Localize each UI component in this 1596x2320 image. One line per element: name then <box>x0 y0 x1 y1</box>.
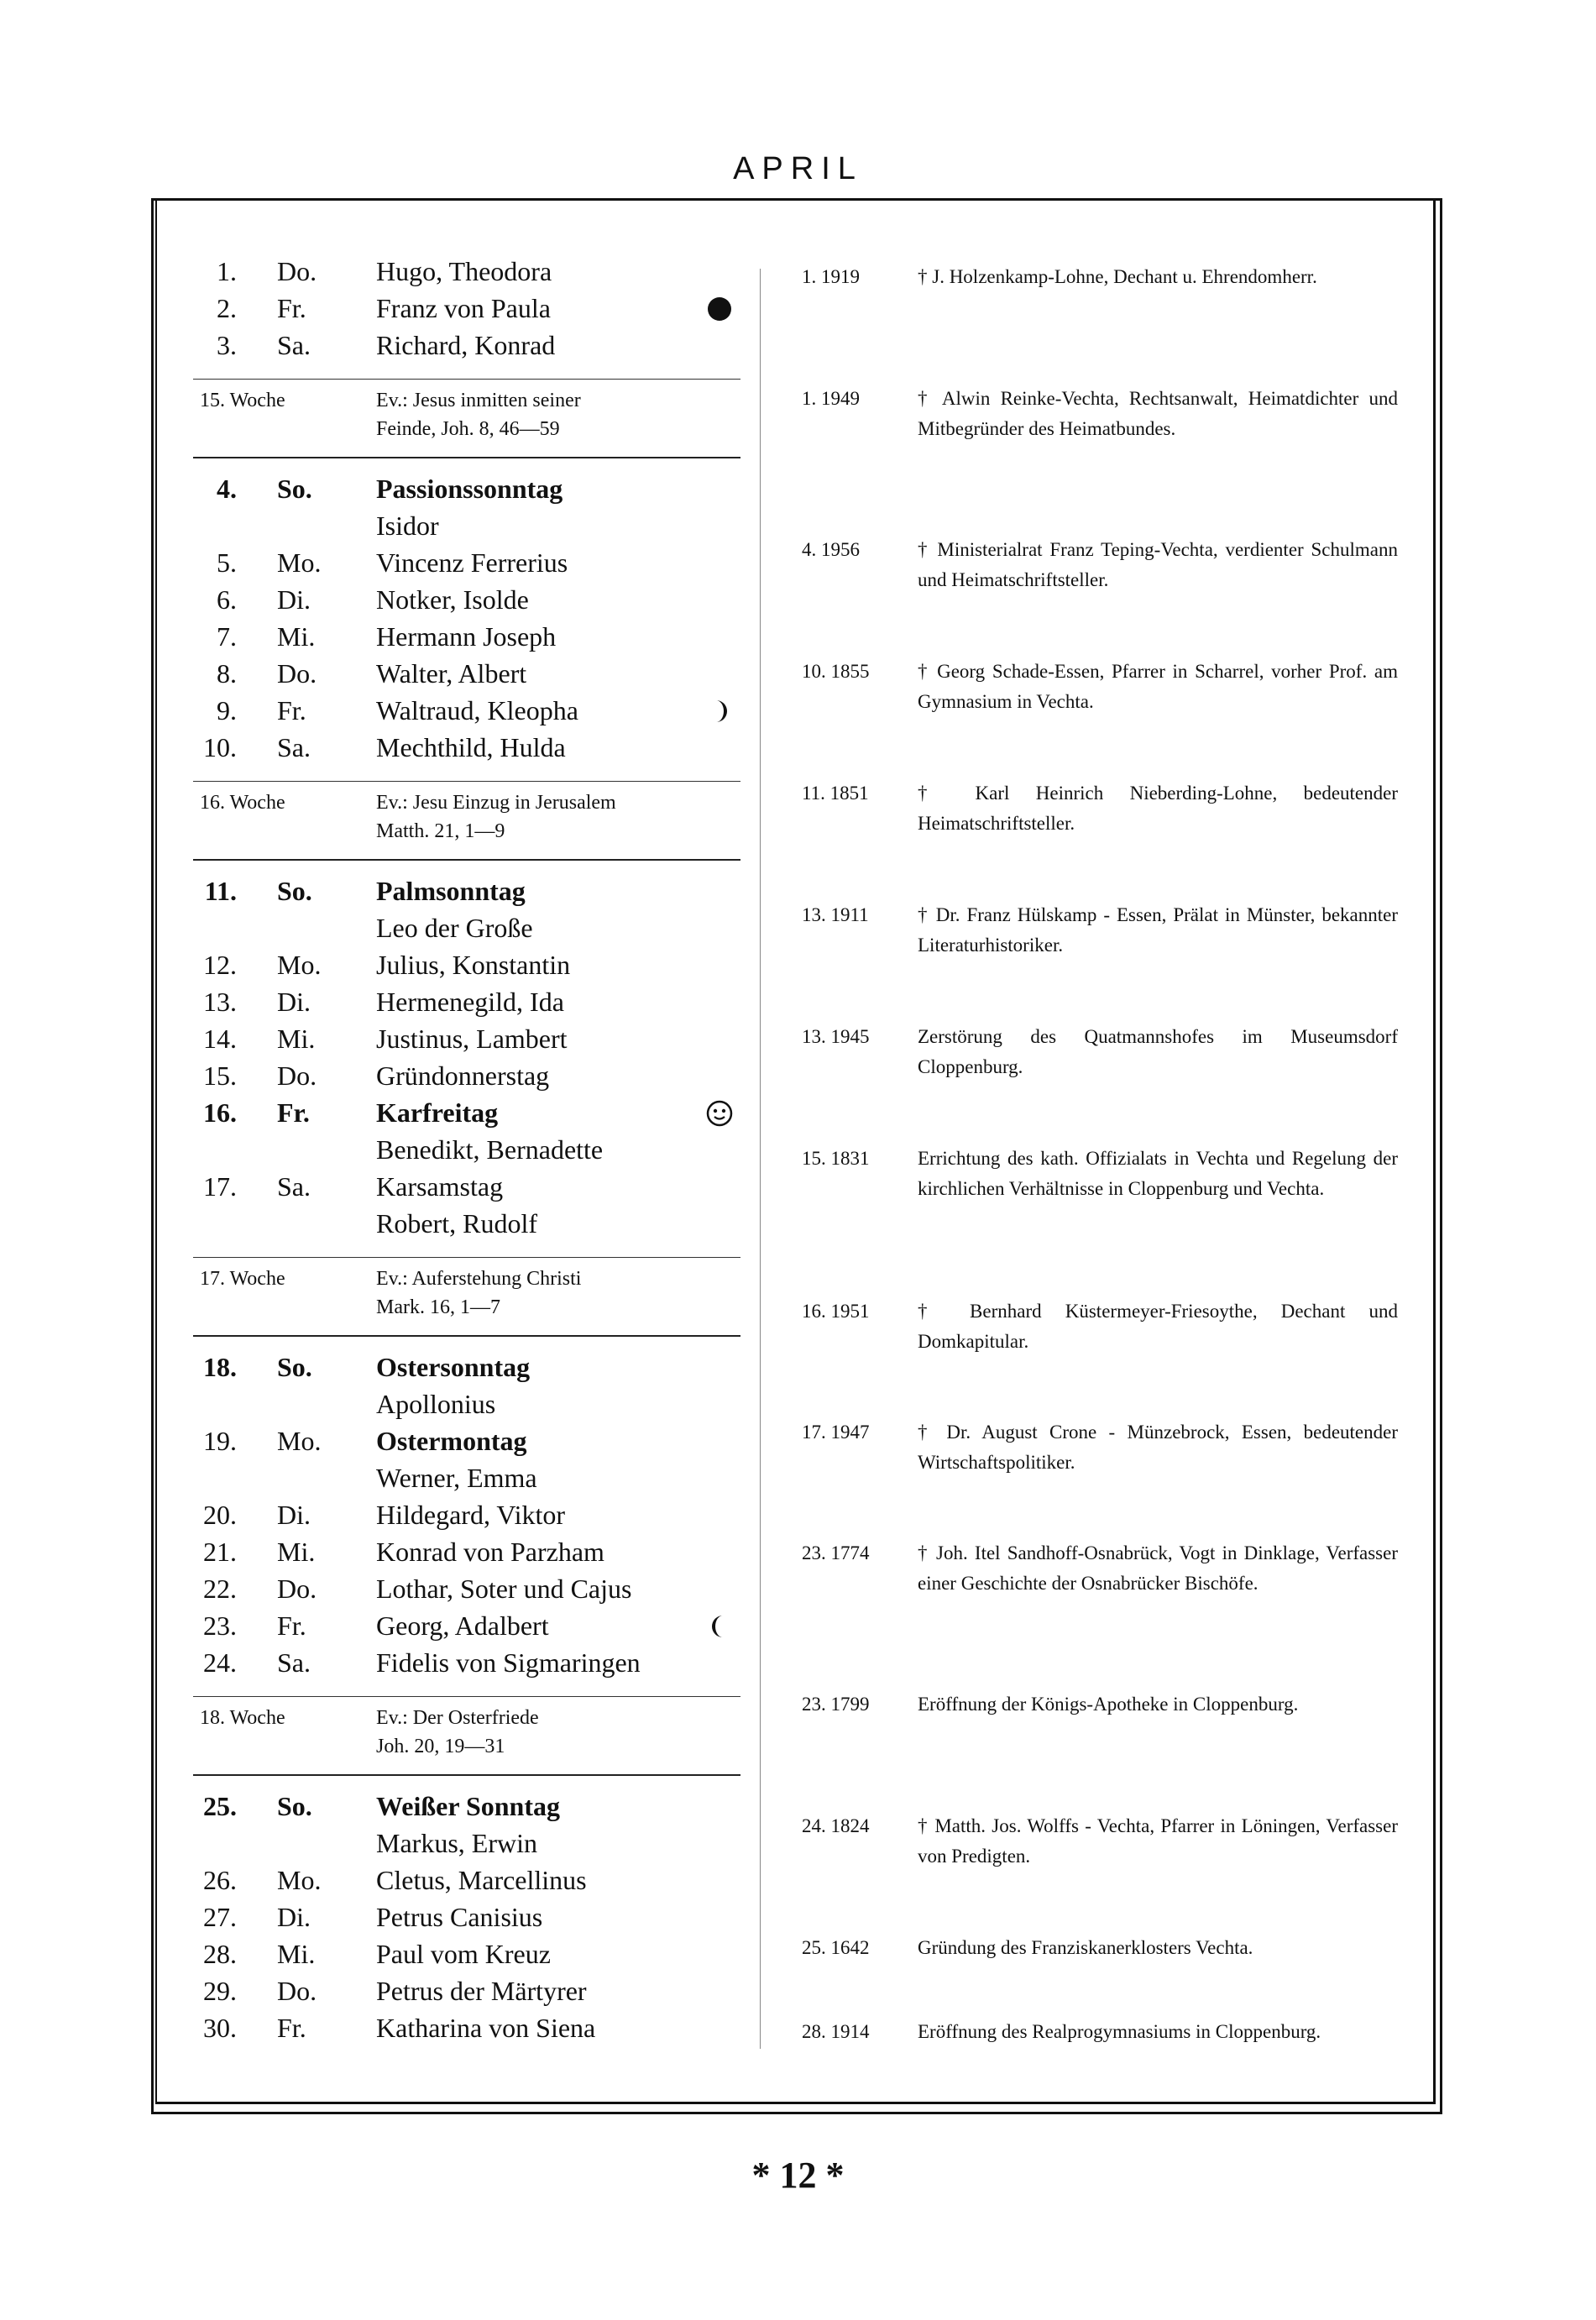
weekday: Mi. <box>277 1024 316 1054</box>
day-number: 29. <box>203 1976 237 2006</box>
calendar-day-row <box>193 1024 740 1060</box>
entry-text: † J. Holzenkamp-Lohne, Dechant u. Ehrendomherr. <box>918 266 1317 287</box>
saint-names: Gründonnerstag <box>376 1060 550 1091</box>
weekday: Di. <box>277 1902 311 1932</box>
saint-names: Hermann Joseph <box>376 621 557 652</box>
week-number: 18. Woche <box>200 1707 285 1729</box>
gospel-reading: Ev.: Jesus inmitten seiner <box>376 390 581 411</box>
saint-names: Petrus der Märtyrer <box>376 1976 587 2006</box>
calendar-day-row <box>193 1426 740 1463</box>
day-number: 11. <box>204 876 237 906</box>
weekday: Sa. <box>277 732 311 762</box>
calendar-day-row <box>193 2013 740 2050</box>
calendar-day-row <box>193 547 740 584</box>
day-number: 23. <box>203 1610 237 1641</box>
weekday: Sa. <box>277 1171 311 1202</box>
entry-text: † Dr. Franz Hülskamp - Essen, Prälat in Münster, bekannter Literaturhistoriker. <box>918 904 1398 956</box>
entry-text: † Ministerialrat Franz Teping-Vechta, verdienter Schulmann und Heimatschriftsteller. <box>918 539 1398 590</box>
saint-names: Robert, Rudolf <box>376 1208 537 1239</box>
day-number: 5. <box>217 547 237 578</box>
saint-names: Apollonius <box>376 1389 496 1419</box>
saint-names: Fidelis von Sigmaringen <box>376 1647 641 1678</box>
entry-date: 4. 1956 <box>802 539 860 560</box>
saint-names: Hermenegild, Ida <box>376 987 564 1017</box>
gospel-reference: Matth. 21, 1—9 <box>376 820 505 842</box>
calendar-day-row <box>193 330 740 367</box>
entry-date: 1. 1949 <box>802 388 860 409</box>
saint-names: Notker, Isolde <box>376 584 529 615</box>
weekday: So. <box>277 474 312 504</box>
gospel-reference: Mark. 16, 1—7 <box>376 1296 500 1318</box>
entry-text: Eröffnung des Realprogymnasiums in Cloppenburg. <box>918 2021 1321 2042</box>
weekday: Di. <box>277 584 311 615</box>
page-title: APRIL <box>733 151 863 186</box>
day-number: 27. <box>203 1902 237 1932</box>
saint-names: Franz von Paula <box>376 293 551 323</box>
history-entry <box>802 900 1398 961</box>
calendar-day-row <box>193 1791 740 1828</box>
saint-names: Isidor <box>376 511 439 541</box>
calendar-day-row <box>193 621 740 658</box>
full-moon-icon <box>705 1099 734 1128</box>
day-number: 19. <box>203 1426 237 1456</box>
day-number: 1. <box>217 256 237 286</box>
page-number: * 12 * <box>751 2155 845 2196</box>
saint-names: Georg, Adalbert <box>376 1610 549 1641</box>
calendar-day-row <box>193 584 740 621</box>
calendar-day-row <box>193 1171 740 1208</box>
entry-text: † Alwin Reinke-Vechta, Rechtsanwalt, Heimatdichter und Mitbegründer des Heimatbundes. <box>918 388 1398 439</box>
entry-date: 10. 1855 <box>802 661 870 682</box>
weekday: Mo. <box>277 950 322 980</box>
history-entry <box>802 384 1398 444</box>
day-number: 20. <box>203 1500 237 1530</box>
weekday: So. <box>277 1791 312 1821</box>
day-number: 22. <box>203 1574 237 1604</box>
day-number: 30. <box>203 2013 237 2043</box>
calendar-day-row <box>193 1463 740 1500</box>
weekday: Fr. <box>277 1610 306 1641</box>
day-number: 28. <box>203 1939 237 1969</box>
saint-names: Katharina von Siena <box>376 2013 596 2043</box>
calendar-day-row <box>193 256 740 293</box>
week-header <box>193 1257 740 1337</box>
day-number: 26. <box>203 1865 237 1895</box>
entry-date: 17. 1947 <box>802 1422 870 1443</box>
day-number: 18. <box>203 1352 237 1382</box>
last-quarter-icon <box>705 1612 734 1641</box>
calendar-day-row <box>193 1537 740 1574</box>
day-number: 12. <box>203 950 237 980</box>
day-number: 25. <box>203 1791 237 1821</box>
saint-names: Karsamstag <box>376 1171 504 1202</box>
gospel-reading: Ev.: Der Osterfriede <box>376 1707 539 1729</box>
entry-date: 1. 1919 <box>802 266 860 287</box>
weekday: Fr. <box>277 2013 306 2043</box>
history-entry <box>802 1689 1398 1720</box>
saint-names: Lothar, Soter und Cajus <box>376 1574 632 1604</box>
entry-text: † Karl Heinrich Nieberding-Lohne, bedeutender Heimatschriftsteller. <box>918 783 1398 834</box>
calendar-day-row <box>193 1976 740 2013</box>
weekday: Do. <box>277 256 317 286</box>
calendar-day-row <box>193 658 740 695</box>
calendar-day-row <box>193 1610 740 1647</box>
calendar-day-row <box>193 913 740 950</box>
saint-names: Waltraud, Kleopha <box>376 695 578 725</box>
day-number: 15. <box>203 1060 237 1091</box>
saint-names: Leo der Große <box>376 913 533 943</box>
weekday: Di. <box>277 987 311 1017</box>
entry-date: 24. 1824 <box>802 1815 870 1836</box>
week-header <box>193 379 740 458</box>
first-quarter-icon <box>705 697 734 725</box>
day-number: 14. <box>203 1024 237 1054</box>
saint-names: Passionssonntag <box>376 474 563 504</box>
history-entry <box>802 2017 1398 2047</box>
day-number: 17. <box>203 1171 237 1202</box>
day-number: 21. <box>203 1537 237 1567</box>
calendar-day-row <box>193 695 740 732</box>
calendar-day-row <box>193 1352 740 1389</box>
saint-names: Julius, Konstantin <box>376 950 571 980</box>
weekday: Fr. <box>277 1097 310 1128</box>
calendar-day-row <box>193 1939 740 1976</box>
calendar-day-row <box>193 1574 740 1610</box>
calendar-day-row <box>193 511 740 547</box>
entry-date: 25. 1642 <box>802 1937 870 1958</box>
history-entry <box>802 1296 1398 1357</box>
weekday: Do. <box>277 658 317 689</box>
entry-text: † Joh. Itel Sandhoff-Osnabrück, Vogt in Dinklage, Verfasser einer Geschichte der Osnabrücker Bischöfe. <box>918 1542 1398 1594</box>
calendar-day-row <box>193 1060 740 1097</box>
entry-text: Eröffnung der Königs-Apotheke in Cloppenburg. <box>918 1694 1299 1715</box>
saint-names: Petrus Canisius <box>376 1902 543 1932</box>
weekday: So. <box>277 876 312 906</box>
week-number: 15. Woche <box>200 390 285 411</box>
history-entry <box>802 1144 1398 1204</box>
saint-names: Werner, Emma <box>376 1463 537 1493</box>
saint-names: Markus, Erwin <box>376 1828 537 1858</box>
calendar-day-row <box>193 1389 740 1426</box>
saint-names: Benedikt, Bernadette <box>376 1134 604 1165</box>
saint-names: Ostermontag <box>376 1426 527 1456</box>
gospel-reading: Ev.: Jesu Einzug in Jerusalem <box>376 792 616 814</box>
saint-names: Hildegard, Viktor <box>376 1500 565 1530</box>
gospel-reading: Ev.: Auferstehung Christi <box>376 1268 582 1290</box>
entry-text: † Matth. Jos. Wolffs - Vechta, Pfarrer in Löningen, Verfasser von Predigten. <box>918 1815 1398 1867</box>
entry-text: † Georg Schade-Essen, Pfarrer in Scharrel, vorher Prof. am Gymnasium in Vechta. <box>918 661 1398 712</box>
day-number: 10. <box>203 732 237 762</box>
weekday: Fr. <box>277 293 306 323</box>
new-moon-icon <box>705 295 734 323</box>
entry-date: 11. 1851 <box>802 783 869 804</box>
column-divider <box>760 269 761 2049</box>
calendar-day-row <box>193 1828 740 1865</box>
entry-text: Zerstörung des Quatmannshofes im Museumsdorf Cloppenburg. <box>918 1026 1398 1077</box>
calendar-day-row <box>193 293 740 330</box>
day-number: 2. <box>217 293 237 323</box>
saint-names: Justinus, Lambert <box>376 1024 568 1054</box>
history-entry <box>802 535 1398 595</box>
day-number: 6. <box>217 584 237 615</box>
calendar-day-row <box>193 1902 740 1939</box>
saint-names: Vincenz Ferrerius <box>376 547 568 578</box>
entry-date: 23. 1774 <box>802 1542 870 1563</box>
calendar-day-row <box>193 1208 740 1245</box>
weekday: Mi. <box>277 1537 316 1567</box>
saint-names: Walter, Albert <box>376 658 527 689</box>
day-number: 4. <box>217 474 237 504</box>
day-number: 9. <box>217 695 237 725</box>
saint-names: Richard, Konrad <box>376 330 556 360</box>
entry-date: 28. 1914 <box>802 2021 870 2042</box>
saint-names: Hugo, Theodora <box>376 256 552 286</box>
weekday: Fr. <box>277 695 306 725</box>
history-entry <box>802 1417 1398 1478</box>
history-entry <box>802 778 1398 839</box>
calendar-column <box>193 256 740 2050</box>
entry-date: 13. 1945 <box>802 1026 870 1047</box>
gospel-reference: Joh. 20, 19—31 <box>376 1736 505 1757</box>
week-number: 17. Woche <box>200 1268 285 1290</box>
weekday: Mo. <box>277 1426 322 1456</box>
history-entry <box>802 1022 1398 1082</box>
entry-date: 23. 1799 <box>802 1694 870 1715</box>
week-header <box>193 1696 740 1776</box>
week-header <box>193 781 740 861</box>
history-entry <box>802 262 1398 292</box>
calendar-day-row <box>193 1134 740 1171</box>
weekday: Sa. <box>277 1647 311 1678</box>
calendar-day-row <box>193 1865 740 1902</box>
saint-names: Konrad von Parzham <box>376 1537 604 1567</box>
weekday: Di. <box>277 1500 311 1530</box>
day-number: 8. <box>217 658 237 689</box>
day-number: 24. <box>203 1647 237 1678</box>
saint-names: Weißer Sonntag <box>376 1791 560 1821</box>
history-entry <box>802 657 1398 717</box>
weekday: Mi. <box>277 621 316 652</box>
weekday: Sa. <box>277 330 311 360</box>
weekday: Mo. <box>277 1865 322 1895</box>
history-entry <box>802 1811 1398 1872</box>
entry-date: 15. 1831 <box>802 1148 870 1169</box>
history-entry <box>802 1538 1398 1599</box>
calendar-day-row <box>193 1500 740 1537</box>
calendar-day-row <box>193 876 740 913</box>
saint-names: Mechthild, Hulda <box>376 732 566 762</box>
saint-names: Paul vom Kreuz <box>376 1939 551 1969</box>
day-number: 13. <box>203 987 237 1017</box>
entry-date: 13. 1911 <box>802 904 869 925</box>
weekday: Do. <box>277 1574 317 1604</box>
history-entry <box>802 1933 1398 1963</box>
entry-text: † Dr. August Crone - Münzebrock, Essen, bedeutender Wirtschaftspolitiker. <box>918 1422 1398 1473</box>
entry-text: Errichtung des kath. Offizialats in Vechta und Regelung der kirchlichen Verhältnisse in Cloppenburg und Vechta. <box>918 1148 1398 1199</box>
weekday: Do. <box>277 1060 317 1091</box>
calendar-day-row <box>193 987 740 1024</box>
calendar-day-row <box>193 950 740 987</box>
entry-text: † Bernhard Küstermeyer-Friesoythe, Dechant und Domkapitular. <box>918 1301 1398 1352</box>
day-number: 3. <box>217 330 237 360</box>
day-number: 16. <box>203 1097 237 1128</box>
weekday: Mi. <box>277 1939 316 1969</box>
saint-names: Cletus, Marcellinus <box>376 1865 587 1895</box>
gospel-reference: Feinde, Joh. 8, 46—59 <box>376 418 560 440</box>
saint-names: Ostersonntag <box>376 1352 531 1382</box>
weekday: Mo. <box>277 547 322 578</box>
calendar-day-row <box>193 474 740 511</box>
calendar-day-row <box>193 732 740 769</box>
calendar-day-row <box>193 1097 740 1134</box>
saint-names: Karfreitag <box>376 1097 499 1128</box>
week-number: 16. Woche <box>200 792 285 814</box>
weekday: Do. <box>277 1976 317 2006</box>
saint-names: Palmsonntag <box>376 876 526 906</box>
day-number: 7. <box>217 621 237 652</box>
calendar-day-row <box>193 1647 740 1684</box>
entry-text: Gründung des Franziskanerklosters Vechta. <box>918 1937 1253 1958</box>
entry-date: 16. 1951 <box>802 1301 870 1322</box>
weekday: So. <box>277 1352 312 1382</box>
